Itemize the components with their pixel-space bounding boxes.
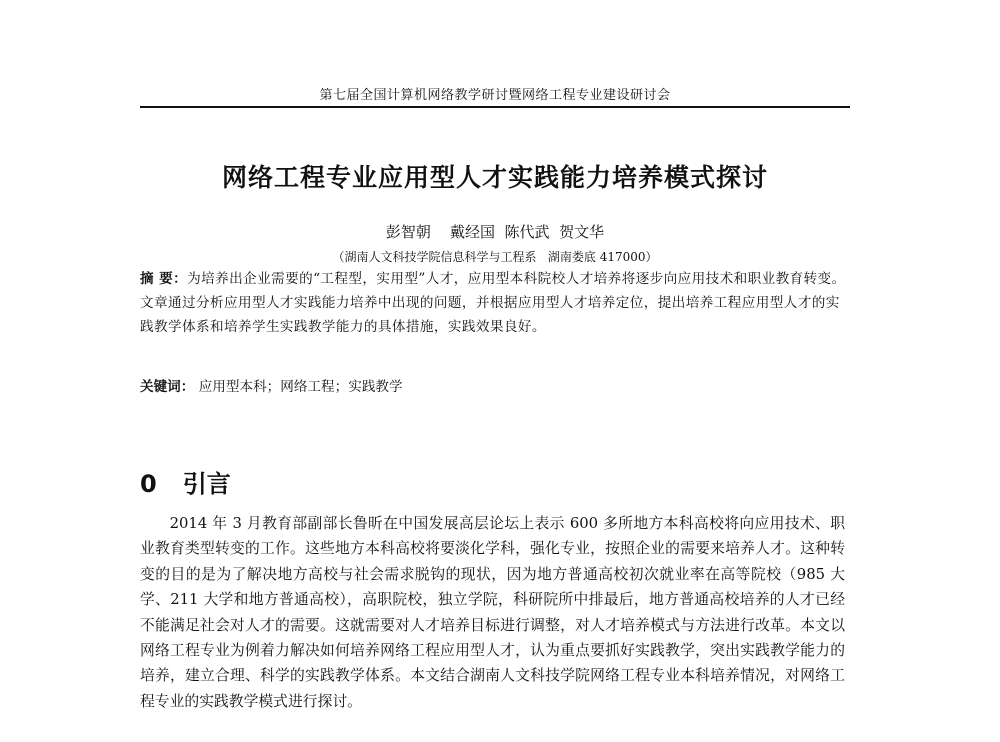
affiliation: （湖南人文科技学院信息科学与工程系 湖南娄底 417000）	[332, 250, 658, 264]
abstract	[140, 267, 850, 339]
running-header: 第七届全国计算机网络教学研讨暨网络工程专业建设研讨会	[319, 88, 671, 103]
section-title: 引言	[182, 470, 231, 498]
section-heading	[140, 464, 231, 499]
section-number: 0	[140, 470, 157, 498]
body-paragraph: 2014 年 3 月教育部副部长鲁昕在中国发展高层论坛上表示 600 多所地方本科高校将向应用技术、职业教育类型转变的工作。这些地方本科高校将要淡化学科，强化专业，按照企业的需要来培养人才。这种转变的目的是为了解决地方高校与社会需求脱钩的现状，因为地方普通高校初次就业率在高等院校（985 大学、211 大学和地方普通高校），高职院校，独立学院，科研院所中排最后，地方普通高校培养的人才已经不能满足社会对人才的需要。这就需要对人才培养目标进行调整，对人才培养模式与方法进行改革。本文以网络工程专业为例着力解决如何培养网络工程应用型人才，认为重点要抓好实践教学，突出实践教学能力的培养，建立合理、科学的实践教学体系。本文结合湖南人文科技学院网络工程专业本科培养情况，对网络工程专业的实践教学模式进行探讨。	[140, 515, 845, 710]
keywords-label: 关键词：	[140, 379, 195, 395]
paper-title: 网络工程专业应用型人才实践能力培养模式探讨	[221, 163, 768, 192]
keywords	[140, 375, 850, 399]
abstract-text: 为培养出企业需要的“工程型，实用型”人才，应用型本科院校人才培养将逐步向应用技术和职业教育转变。文章通过分析应用型人才实践能力培养中出现的问题，并根据应用型人才培养定位，提出培养工程应用型人才的实践教学体系和培养学生实践教学能力的具体措施，实践效果良好。	[140, 271, 846, 335]
keywords-text: 应用型本科；网络工程；实践教学	[194, 379, 403, 395]
abstract-label: 摘 要：	[140, 271, 188, 287]
author-list: 彭智朝 戴经国 陈代武 贺文华	[385, 223, 605, 241]
header-rule	[140, 106, 850, 108]
